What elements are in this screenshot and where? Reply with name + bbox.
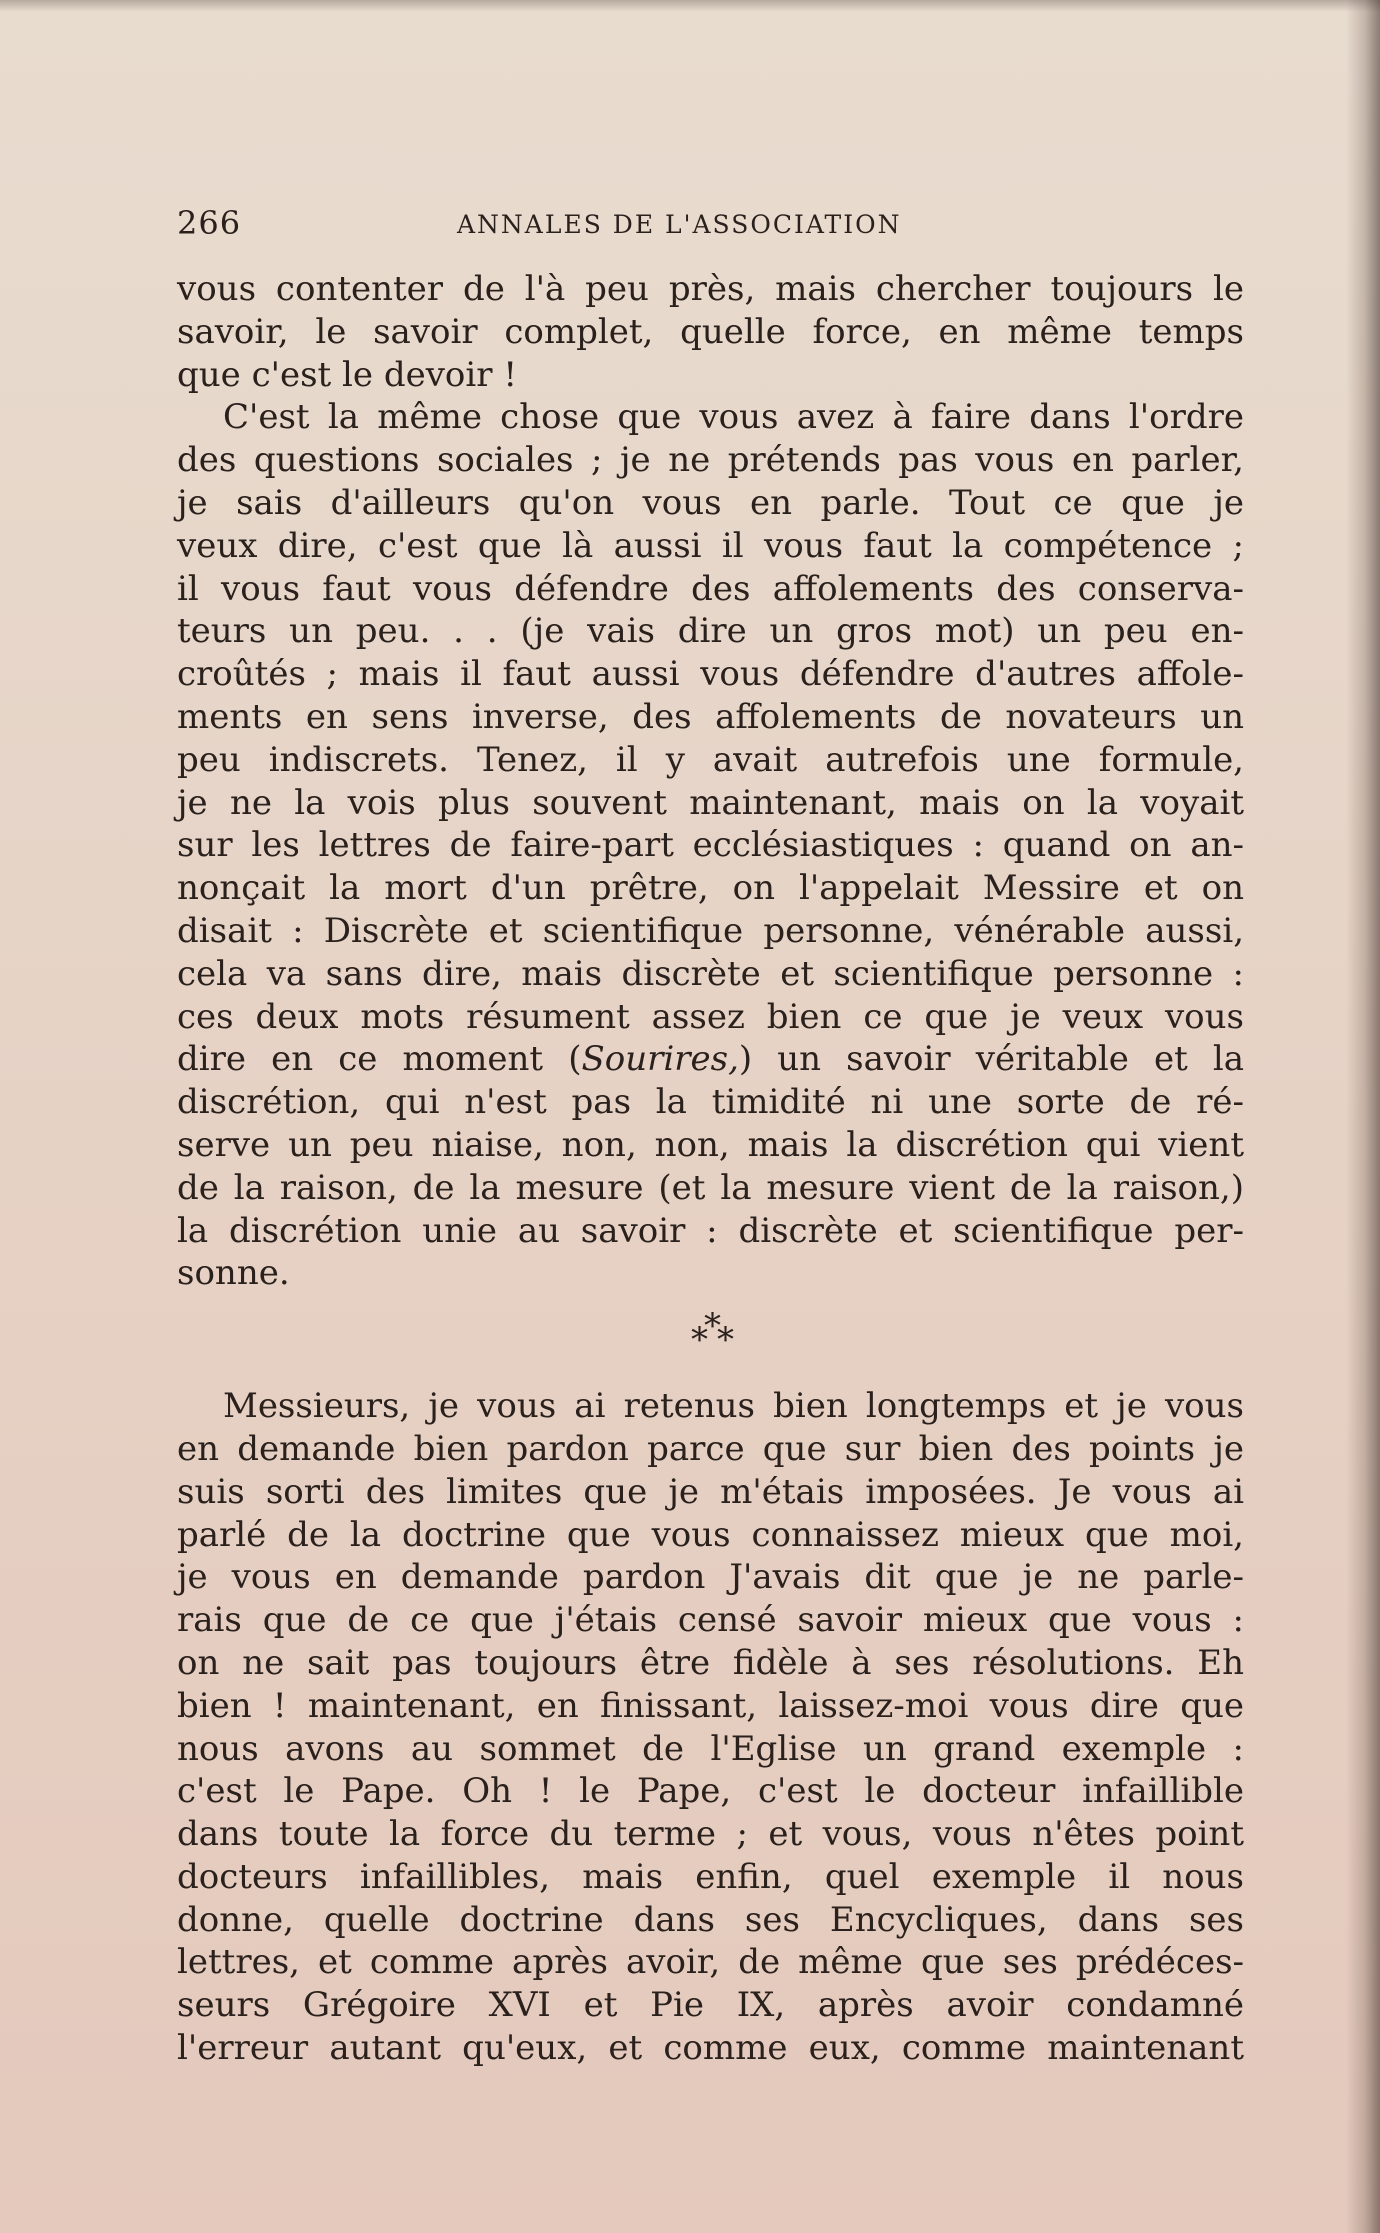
text-line: serve un peu niaise, non, non, mais la discrétion qui vient [177,1124,1244,1165]
text-line: en demande bien pardon parce que sur bien des points je [177,1428,1244,1469]
text-line: que c'est le devoir ! [177,354,517,395]
text-line: lettres, et comme après avoir, de même que ses prédéces- [177,1942,1244,1983]
text-line: croûtés ; mais il faut aussi vous défendre d'autres affole- [177,654,1244,695]
text-line: docteurs infaillibles, mais enfin, quel exemple il nous [177,1856,1244,1897]
text-line: il vous faut vous défendre des affolements des conserva- [177,568,1244,609]
text-line: cela va sans dire, mais discrète et scientifique personne : [177,953,1244,994]
text-line: de la raison, de la mesure (et la mesure vient de la raison,) [177,1167,1244,1208]
text-line: rais que de ce que j'étais censé savoir mieux que vous : [177,1600,1244,1641]
text-line: teurs un peu. . . (je vais dire un gros mot) un peu en- [177,611,1244,652]
text-line: sur les lettres de faire-part ecclésiastiques : quand on an- [177,825,1244,866]
text-line: sonne. [177,1253,290,1294]
text-line: discrétion, qui n'est pas la timidité ni une sorte de ré- [177,1082,1244,1123]
text-line: je sais d'ailleurs qu'on vous en parle. Tout ce que je [177,482,1244,523]
text-line: bien ! maintenant, en finissant, laissez-moi vous dire que [177,1685,1244,1726]
italic-aside: Sourires, [581,1039,739,1080]
text-line: on ne sait pas toujours être fidèle à ses résolutions. Eh [177,1642,1244,1683]
asterism-bottom-star: * [691,1320,704,1361]
text-line: seurs Grégoire XVI et Pie IX, après avoir condamné [177,1985,1244,2026]
text-line: vous contenter de l'à peu près, mais chercher toujours le [177,269,1244,309]
asterism-top-star: * [704,1306,717,1347]
text-line: je vous en demande pardon J'avais dit que je ne parle- [177,1557,1244,1598]
text-line: dans toute la force du terme ; et vous, vous n'êtes point [177,1814,1244,1855]
text-line: donne, quelle doctrine dans ses Encycliques, dans ses [177,1899,1244,1940]
asterism-bottom-star: * [717,1320,730,1361]
text-line: disait : Discrète et scientifique personne, vénérable aussi, [177,910,1244,951]
text-line: veux dire, c'est que là aussi il vous faut la compétence ; [177,525,1244,566]
text-line: nous avons au sommet de l'Eglise un grand exemple : [177,1728,1244,1769]
text-line [177,1038,1244,1081]
text-line: ments en sens inverse, des affolements de novateurs un [177,696,1244,737]
text-line: la discrétion unie au savoir : discrète et scientifique per- [177,1210,1244,1251]
text-line: parlé de la doctrine que vous connaissez mieux que moi, [177,1514,1244,1555]
text-line: suis sorti des limites que je m'étais imposées. Je vous ai [177,1471,1244,1512]
text-line: nonçait la mort d'un prêtre, on l'appelait Messire et on [177,868,1244,909]
text-line: peu indiscrets. Tenez, il y avait autrefois une formule, [177,739,1244,780]
page-number: 266 [177,204,242,242]
text-line: C'est la même chose que vous avez à faire dans l'ordre [223,397,1244,438]
page-binding-edge [1346,0,1380,2233]
text-line: savoir, le savoir complet, quelle force, en même temps [177,311,1244,352]
text-line: l'erreur autant qu'eux, et comme eux, comme maintenant [177,2028,1244,2069]
text-line: des questions sociales ; je ne prétends pas vous en parler, [177,440,1244,481]
text-segment: dire en ce moment ( [177,1039,582,1080]
text-line: c'est le Pape. Oh ! le Pape, c'est le docteur infaillible [177,1771,1244,1812]
page-top-edge [0,0,1380,12]
body-text [177,268,1244,2070]
text-line: je ne la vois plus souvent maintenant, mais on la voyait [177,782,1244,823]
running-title: ANNALES DE L'ASSOCIATION [457,210,902,239]
text-line: ces deux mots résument assez bien ce que je veux vous [177,996,1244,1037]
text-segment: ) un savoir véritable et la [738,1039,1245,1080]
page-header [177,204,1244,244]
asterism-separator [177,1295,1244,1385]
text-line: Messieurs, je vous ai retenus bien longtemps et je vous [223,1386,1244,1427]
